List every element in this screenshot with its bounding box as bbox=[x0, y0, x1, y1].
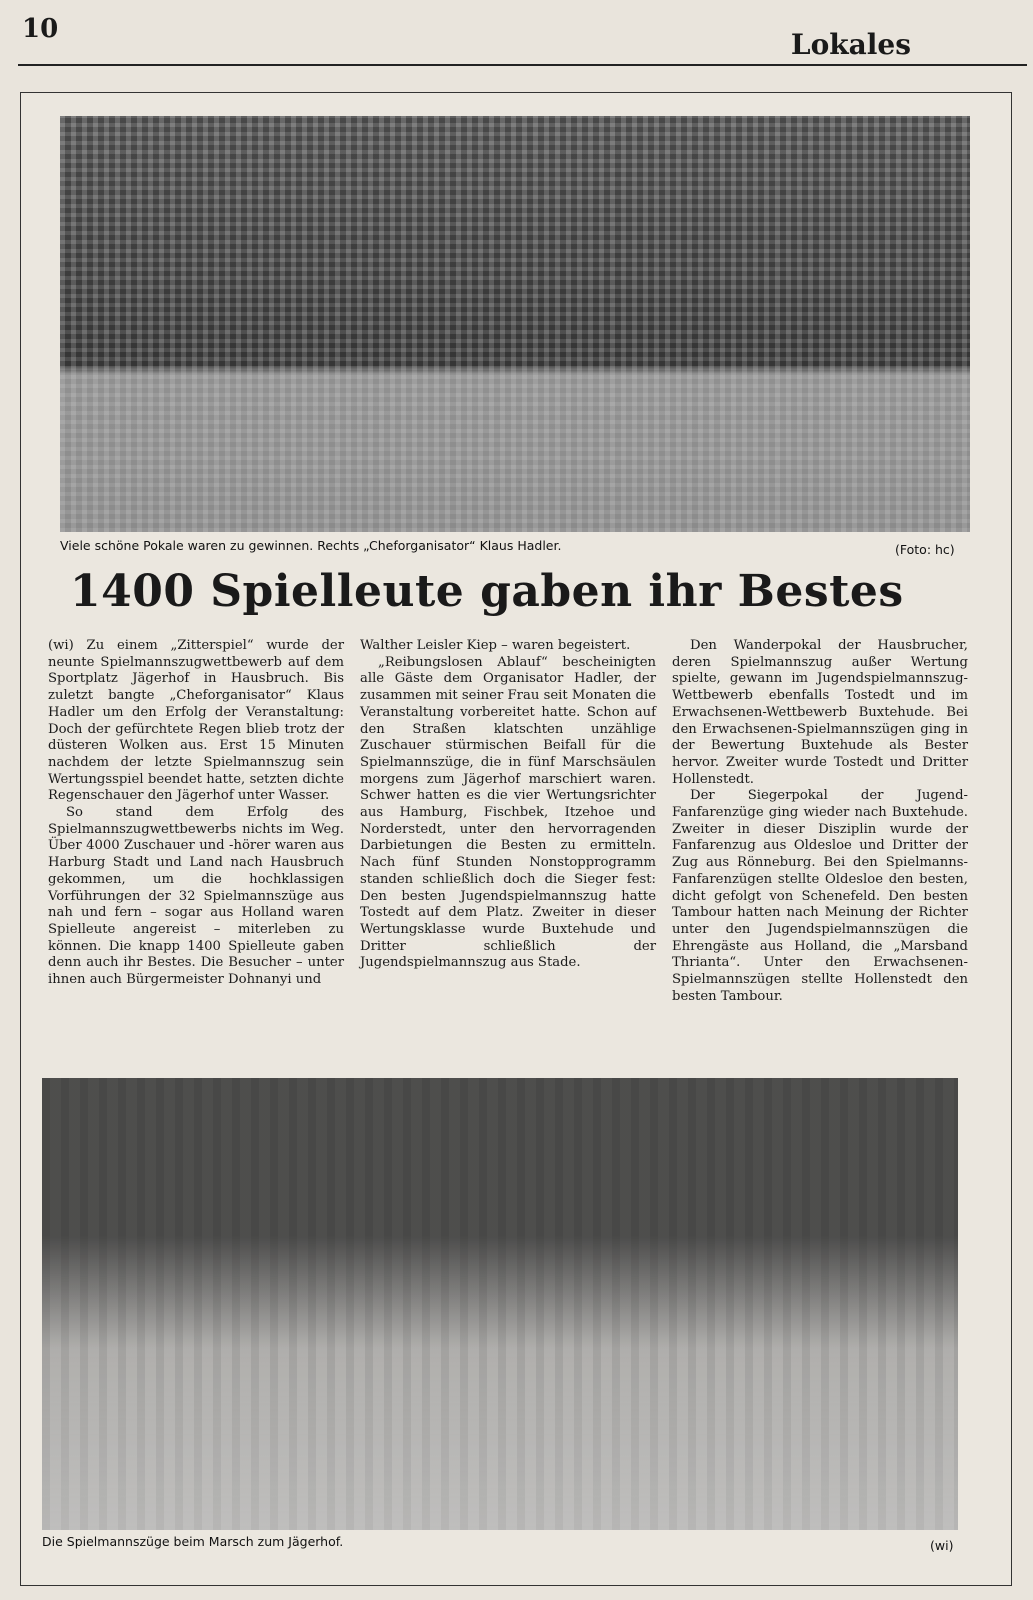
article-column-3 bbox=[672, 638, 968, 1005]
paragraph: Der Siegerpokal der Jugend-Fanfarenzüge ging wieder nach Buxtehude. Zweiter in dieser Disziplin wurde der Fanfarenzug aus Oldesloe und Dritter der Zug aus Rönneburg. Bei den Spielmanns-Fanfarenzügen stellte Oldesloe den besten, dicht gefolgt von Schenefeld. Den besten Tambour hatten nach Meinung der Richter unter den Jugendspielmannszügen die Ehrengäste aus Holland, die „Marsband Thrianta“. Unter den Erwachsenen-Spielmannszügen stellte Hollenstedt den besten Tambour. bbox=[672, 788, 968, 1004]
paragraph: Walther Leisler Kiep – waren begeistert. bbox=[360, 638, 631, 653]
bottom-photo-caption: Die Spielmannszüge beim Marsch zum Jägerhof. bbox=[42, 1534, 344, 1549]
top-photo-credit: (Foto: hc) bbox=[895, 542, 955, 557]
top-photo-caption: Viele schöne Pokale waren zu gewinnen. Rechts „Cheforganisator“ Klaus Hadler. bbox=[60, 538, 562, 553]
article-column-2 bbox=[360, 638, 656, 972]
page-number: 10 bbox=[22, 14, 59, 44]
bottom-photo-credit: (wi) bbox=[930, 1538, 954, 1553]
marching-band-photo bbox=[42, 1078, 958, 1530]
trophy-table-photo bbox=[60, 116, 970, 532]
section-title: Lokales bbox=[790, 28, 911, 61]
article-column-1 bbox=[48, 638, 344, 989]
paragraph: Den Wanderpokal der Hausbrucher, deren Spielmannszug außer Wertung spielte, gewann im Jugendspielmannszug-Wettbewerb ebenfalls Tostedt und im Erwachsenen-Wettbewerb Buxtehude. Bei den Erwachsenen-Spielmannszügen ging in der Bewertung Buxtehude als Bester hervor. Zweiter wurde Tostedt und Dritter Hollenstedt. bbox=[672, 638, 968, 787]
paragraph: So stand dem Erfolg des Spielmannszugwettbewerbs nichts im Weg. Über 4000 Zuschauer und -hörer waren aus Harburg Stadt und Land nach Hausbruch gekommen, um die hochklassigen Vorführungen der 32 Spielmannszüge aus nah und fern – sogar aus Holland waren Spielleute angereist – miterleben zu können. Die knapp 1400 Spielleute gaben denn auch ihr Bestes. Die Besucher – unter ihnen auch Bürgermeister Dohnanyi und bbox=[48, 805, 344, 988]
paragraph: (wi) Zu einem „Zitterspiel“ wurde der neunte Spielmannszugwettbewerb auf dem Sportplatz Jägerhof in Hausbruch. Bis zuletzt bangte „Cheforganisator“ Klaus Hadler um den Erfolg der Veranstaltung: Doch der gefürchtete Regen blieb trotz der düsteren Wolken aus. Erst 15 Minuten nachdem der letzte Spielmannszug sein Wertungsspiel beendet hatte, setzten dichte Regenschauer den Jägerhof unter Wasser. bbox=[48, 638, 344, 804]
header-rule bbox=[18, 64, 1027, 66]
article-headline: 1400 Spielleute gaben ihr Bestes bbox=[70, 566, 904, 617]
paragraph: „Reibungslosen Ablauf“ bescheinigten alle Gäste dem Organisator Hadler, der zusammen mit seiner Frau seit Monaten die Veranstaltung vorbereitet hatte. Schon auf den Straßen klatschten unzählige Zuschauer stürmischen Beifall für die Spielmannszüge, die in fünf Marschsäulen morgens zum Jägerhof marschiert waren. Schwer hatten es die vier Wertungsrichter aus Hamburg, Fischbek, Itzehoe und Norderstedt, unter den hervorragenden Darbietungen die Besten zu ermitteln. Nach fünf Stunden Nonstopprogramm standen schließlich doch die Sieger fest: Den besten Jugendspielmannszug hatte Tostedt auf dem Platz. Zweiter in dieser Wertungsklasse wurde Buxtehude und Dritter schließlich der Jugendspielmannszug aus Stade. bbox=[360, 654, 656, 971]
